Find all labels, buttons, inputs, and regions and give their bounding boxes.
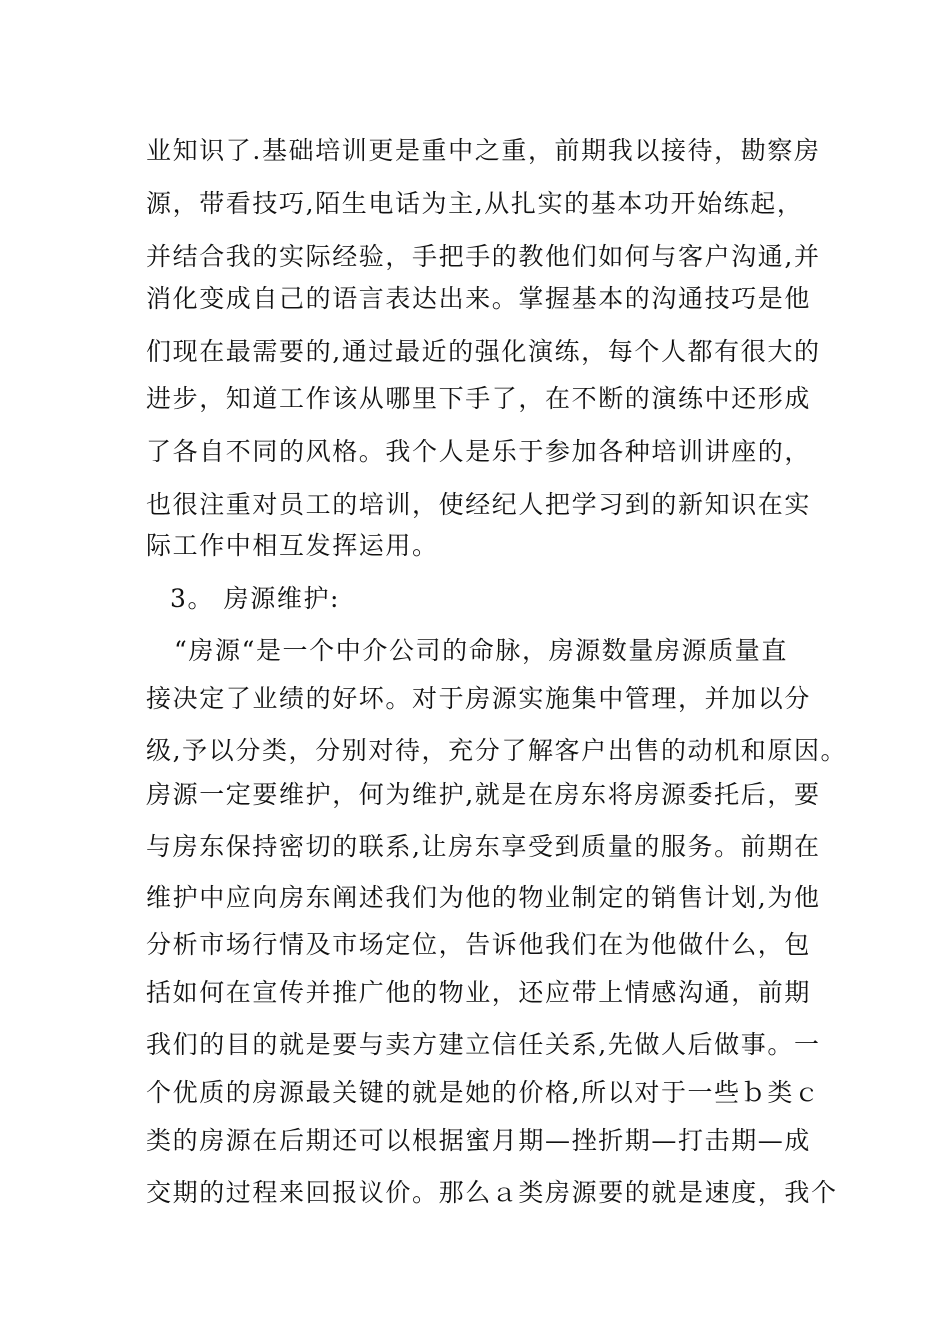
section-heading: 3。 房源维护: <box>170 584 341 613</box>
text-line: 维护中应向房东阐述我们为他的物业制定的销售计划,为他 <box>146 883 821 912</box>
text-line: 了各自不同的风格。我个人是乐于参加各种培训讲座的， <box>146 437 812 466</box>
text-line: 类的房源在后期还可以根据蜜月期—挫折期—打击期—成 <box>146 1126 812 1155</box>
text-line: 接决定了业绩的好坏。对于房源实施集中管理，并加以分 <box>146 684 812 713</box>
text-line: 括如何在宣传并推广他的物业，还应带上情感沟通，前期 <box>146 978 812 1007</box>
text-line: 际工作中相互发挥运用。 <box>146 531 439 560</box>
text-line: 进步，知道工作该从哪里下手了，在不断的演练中还形成 <box>146 384 812 413</box>
text-line: 个优质的房源最关键的就是她的价格,所以对于一些ｂ类ｃ <box>146 1078 821 1107</box>
text-line: “房源“是一个中介公司的命脉，房源数量房源质量直 <box>174 636 788 665</box>
text-line: 并结合我的实际经验，手把手的教他们如何与客户沟通,并 <box>146 242 821 271</box>
text-line: 也很注重对员工的培训，使经纪人把学习到的新知识在实 <box>146 490 812 519</box>
text-line: 源，带看技巧,陌生电话为主,从扎实的基本功开始练起， <box>146 189 804 218</box>
text-line: 与房东保持密切的联系,让房东享受到质量的服务。前期在 <box>146 832 821 861</box>
text-line: 房源一定要维护，何为维护,就是在房东将房源委托后，要 <box>146 780 821 809</box>
text-line: 我们的目的就是要与卖方建立信任关系,先做人后做事。一 <box>146 1030 821 1059</box>
text-line: 交期的过程来回报议价。那么ａ类房源要的就是速度，我个 <box>146 1178 838 1207</box>
text-line: 们现在最需要的,通过最近的强化演练，每个人都有很大的 <box>146 337 821 366</box>
text-line: 分析市场行情及市场定位，告诉他我们在为他做什么，包 <box>146 930 812 959</box>
text-line: 级,予以分类，分别对待，充分了解客户出售的动机和原因。 <box>146 736 848 765</box>
text-line: 消化变成自己的语言表达出来。掌握基本的沟通技巧是他 <box>146 284 812 313</box>
text-line: 业知识了.基础培训更是重中之重，前期我以接待，勘察房 <box>146 136 821 165</box>
